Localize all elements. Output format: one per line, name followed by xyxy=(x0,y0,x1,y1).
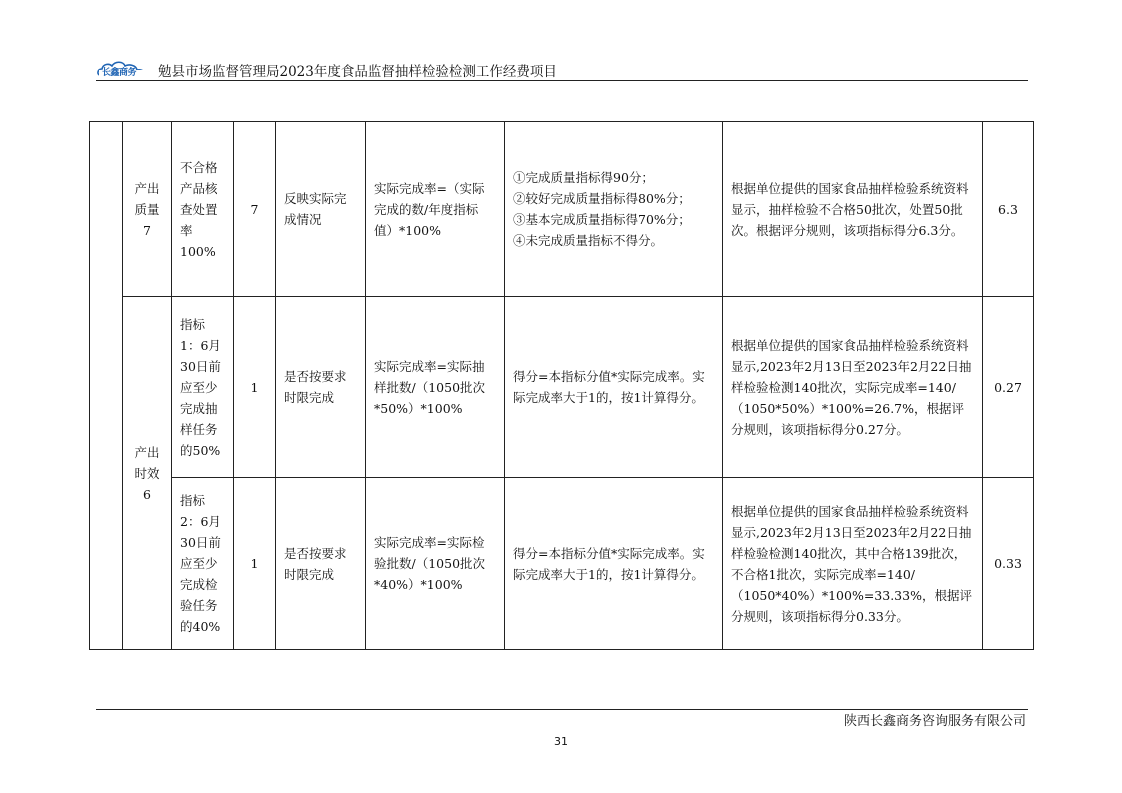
score-cell: 0.33 xyxy=(983,478,1034,650)
weight-cell: 7 xyxy=(234,122,276,297)
weight-cell: 1 xyxy=(234,297,276,478)
table-row xyxy=(90,478,1034,650)
criteria-cell: 得分=本指标分值*实际完成率。实际完成率大于1的，按1计算得分。 xyxy=(505,297,723,478)
company-logo xyxy=(96,58,154,78)
header-divider xyxy=(96,80,1028,81)
group-label: 产出质量7 xyxy=(123,122,172,297)
page-header xyxy=(96,56,1028,80)
formula-cell: 实际完成率=实际检验批数/（1050批次*40%）*100% xyxy=(366,478,505,650)
score-cell: 0.27 xyxy=(983,297,1034,478)
table-body xyxy=(90,122,1034,650)
logo-text: 长鑫商务 xyxy=(102,68,137,78)
footer-company: 陕西长鑫商务咨询服务有限公司 xyxy=(843,714,1026,729)
criteria-cell: 得分=本指标分值*实际完成率。实际完成率大于1的，按1计算得分。 xyxy=(505,478,723,650)
purpose-cell: 是否按要求时限完成 xyxy=(276,297,366,478)
document-title: 勉县市场监督管理局2023年度食品监督抽样检验检测工作经费项目 xyxy=(158,64,557,80)
evaluation-table xyxy=(89,121,1034,650)
formula-cell: 实际完成率=实际抽样批数/（1050批次*50%）*100% xyxy=(366,297,505,478)
basis-cell: 根据单位提供的国家食品抽样检验系统资料显示，抽样检验不合格50批次，处置50批次。根据评分规则，该项指标得分6.3分。 xyxy=(723,122,983,297)
outer-category-cell xyxy=(90,122,123,650)
purpose-cell: 是否按要求时限完成 xyxy=(276,478,366,650)
table-row xyxy=(90,122,1034,297)
indicator-cell: 指标2：6月30日前应至少完成检验任务的40% xyxy=(172,478,234,650)
weight-cell: 1 xyxy=(234,478,276,650)
basis-cell: 根据单位提供的国家食品抽样检验系统资料显示,2023年2月13日至2023年2月22日抽样检验检测140批次，其中合格139批次，不合格1批次，实际完成率=140/（1050*40%）*100%=33.33%，根据评分规则，该项指标得分0.33分。 xyxy=(723,478,983,650)
score-cell: 6.3 xyxy=(983,122,1034,297)
basis-cell: 根据单位提供的国家食品抽样检验系统资料显示,2023年2月13日至2023年2月22日抽样检验检测140批次，实际完成率=140/（1050*50%）*100%=26.7%，根据评分规则，该项指标得分0.27分。 xyxy=(723,297,983,478)
criteria-cell: ①完成质量指标得90分； ②较好完成质量指标得80%分； ③基本完成质量指标得70%分； ④未完成质量指标不得分。 xyxy=(505,122,723,297)
indicator-cell: 不合格产品核查处置率100% xyxy=(172,122,234,297)
formula-cell: 实际完成率=（实际完成的数/年度指标值）*100% xyxy=(366,122,505,297)
purpose-cell: 反映实际完成情况 xyxy=(276,122,366,297)
table-row xyxy=(90,297,1034,478)
indicator-cell: 指标1：6月30日前应至少完成抽样任务的50% xyxy=(172,297,234,478)
group-label: 产出时效6 xyxy=(123,297,172,650)
page-number: 31 xyxy=(554,735,568,748)
